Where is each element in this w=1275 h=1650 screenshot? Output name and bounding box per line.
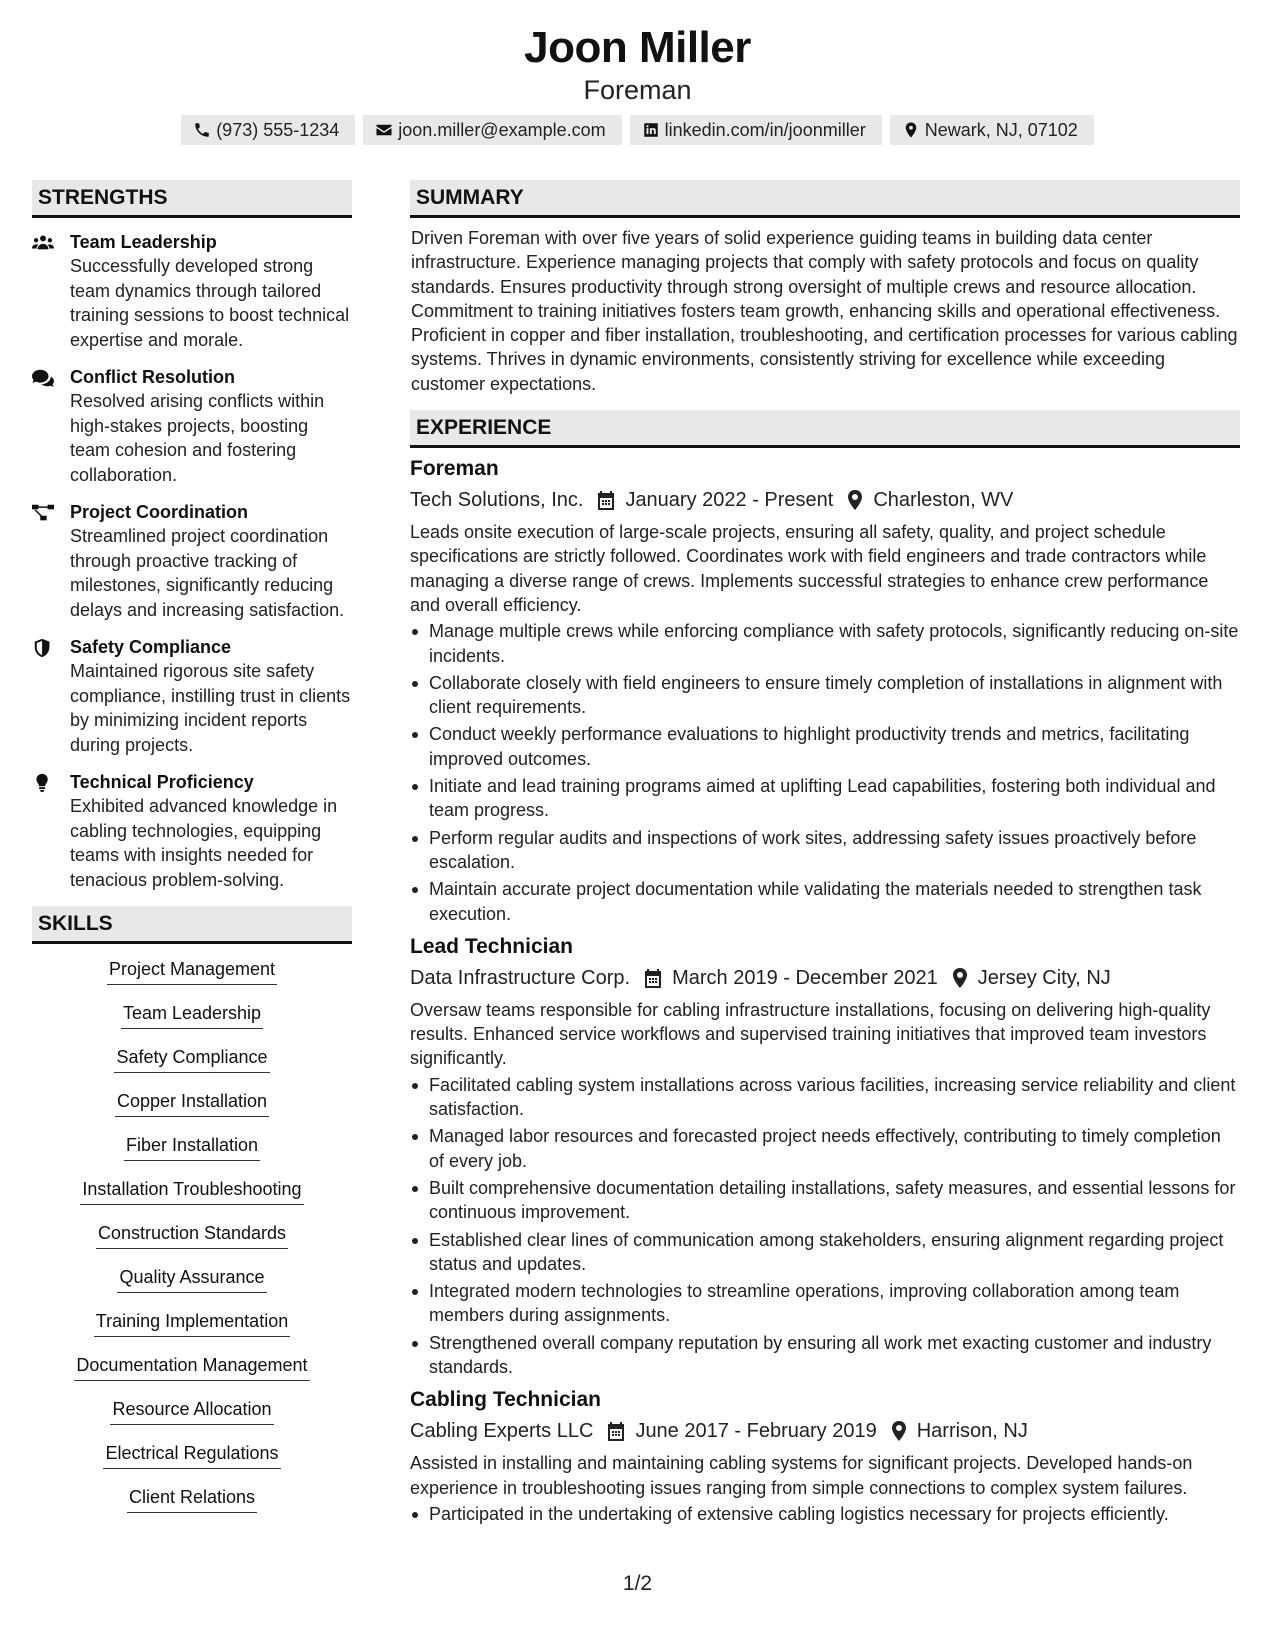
job-bullet: Perform regular audits and inspections of work sites, addressing safety issues proactively before escalation. xyxy=(410,826,1240,875)
strength-title: Safety Compliance xyxy=(70,637,232,657)
job-entry xyxy=(410,454,1240,926)
strengths-list xyxy=(32,230,352,892)
contact-phone xyxy=(181,115,355,145)
strength-title: Technical Proficiency xyxy=(70,772,254,792)
job-bullet: Managed labor resources and forecasted project needs effectively, contributing to timely completion of every job. xyxy=(410,1124,1240,1173)
skills-list xyxy=(32,958,352,1530)
job-title: Foreman xyxy=(410,457,499,481)
page-number: 1/2 xyxy=(622,1572,653,1595)
skill-item: Electrical Regulations xyxy=(103,1442,280,1469)
skill-item: Project Management xyxy=(107,958,277,985)
job-description: Leads onsite execution of large-scale projects, ensuring all safety, quality, and project schedule specifications are strictly followed. Coordinates work with field engineers and trade contractors while managing a diverse range of crews. Implements successful strategies to enhance crew performance and overall efficiency. xyxy=(410,522,1209,615)
map-pin-icon xyxy=(847,490,863,510)
email-text: joon.miller@example.com xyxy=(398,119,606,140)
job-title: Cabling Technician xyxy=(410,1388,601,1412)
calendar-icon xyxy=(644,968,662,988)
job-company: Cabling Experts LLC xyxy=(410,1420,594,1443)
job-company: Tech Solutions, Inc. xyxy=(410,489,584,512)
skill-item: Safety Compliance xyxy=(114,1046,269,1073)
job-bullet: Maintain accurate project documentation while validating the materials needed to strengthen task execution. xyxy=(410,877,1240,926)
calendar-icon xyxy=(607,1421,625,1441)
skill-item: Team Leadership xyxy=(121,1002,263,1029)
skill-item: Resource Allocation xyxy=(110,1398,273,1425)
strength-item xyxy=(32,365,352,487)
strength-title: Conflict Resolution xyxy=(70,367,235,387)
job-bullets xyxy=(410,1502,1240,1526)
phone-text: (973) 555-1234 xyxy=(216,119,340,140)
job-bullets xyxy=(410,1073,1240,1380)
candidate-title: Foreman xyxy=(583,75,692,105)
job-entry xyxy=(410,1385,1240,1526)
resume-header xyxy=(0,22,1275,145)
job-bullet: Facilitated cabling system installations across various facilities, increasing service reliability and client satisfaction. xyxy=(410,1073,1240,1122)
job-bullet: Initiate and lead training programs aimed at uplifting Lead capabilities, fostering both individual and team progress. xyxy=(410,774,1240,823)
strengths-heading: STRENGTHS xyxy=(32,180,352,218)
job-entry xyxy=(410,932,1240,1379)
job-bullet: Conduct weekly performance evaluations to highlight productivity trends and metrics, facilitating improved outcomes. xyxy=(410,722,1240,771)
skill-item: Construction Standards xyxy=(96,1222,288,1249)
strength-item xyxy=(32,500,352,622)
summary-text: Driven Foreman with over five years of solid experience guiding teams in building data center infrastructure. Experience managing projects that comply with safety protocols and focus on quality standards. Ensures productivity through strong oversight of multiple crews and resource allocation. Commitment to training initiatives fosters team growth, enhancing skills and operational effectiveness. Proficient in copper and fiber installation, troubleshooting, and certification processes for various cabling systems. Thrives in dynamic environments, consistently striving for excellence while exceeding customer expectations. xyxy=(411,228,1238,394)
strength-title: Team Leadership xyxy=(70,232,217,252)
users-icon xyxy=(32,233,54,253)
left-column xyxy=(32,180,352,1530)
job-meta xyxy=(410,963,1240,993)
skill-item: Documentation Management xyxy=(74,1354,309,1381)
phone-icon xyxy=(193,121,211,139)
strength-desc: Resolved arising conflicts within high-stakes projects, boosting team cohesion and fostering collaboration. xyxy=(70,391,325,485)
job-title: Lead Technician xyxy=(410,934,573,958)
skill-item: Training Implementation xyxy=(94,1310,290,1337)
job-bullet: Integrated modern technologies to streamline operations, improving collaboration among team members during assignments. xyxy=(410,1279,1240,1328)
contact-location xyxy=(890,115,1094,145)
right-column xyxy=(410,180,1240,1529)
strength-item xyxy=(32,770,352,892)
strength-desc: Successfully developed strong team dynamics through tailored training sessions to boost technical expertise and morale. xyxy=(70,256,350,350)
job-meta xyxy=(410,1416,1240,1446)
map-pin-icon xyxy=(891,1421,907,1441)
job-bullet: Built comprehensive documentation detailing installations, safety measures, and essential lessons for continuous improvement. xyxy=(410,1176,1240,1225)
location-text: Newark, NJ, 07102 xyxy=(924,119,1078,140)
job-company: Data Infrastructure Corp. xyxy=(410,966,631,989)
job-description: Oversaw teams responsible for cabling infrastructure installations, focusing on delivering high-quality results. Enhanced service workflows and supervised training initiatives that improved team investors significantly. xyxy=(410,999,1211,1069)
candidate-name: Joon Miller xyxy=(524,23,751,72)
summary-heading: SUMMARY xyxy=(410,180,1240,218)
job-dates: January 2022 - Present xyxy=(625,489,834,512)
strength-desc: Maintained rigorous site safety compliance, instilling trust in clients by minimizing incident reports during projects. xyxy=(70,661,351,755)
experience-heading: EXPERIENCE xyxy=(410,410,1240,448)
job-location: Harrison, NJ xyxy=(916,1420,1028,1443)
project-diagram-icon xyxy=(32,503,54,523)
strength-item xyxy=(32,635,352,757)
shield-icon xyxy=(32,638,54,658)
skill-item: Copper Installation xyxy=(115,1090,269,1117)
job-location: Charleston, WV xyxy=(873,489,1014,512)
comments-icon xyxy=(32,368,54,388)
job-description: Assisted in installing and maintaining cabling systems for significant projects. Developed hands-on experience in troubleshooting issues ranging from simple connections to complex system failures. xyxy=(410,1453,1193,1498)
strength-desc: Exhibited advanced knowledge in cabling technologies, equipping teams with insights needed for tenacious problem-solving. xyxy=(70,796,338,890)
strength-desc: Streamlined project coordination through proactive tracking of milestones, significantly reducing delays and increasing satisfaction. xyxy=(70,526,345,620)
job-bullet: Collaborate closely with field engineers to ensure timely completion of installations in alignment with client requirements. xyxy=(410,671,1240,720)
linkedin-icon xyxy=(642,121,660,139)
map-pin-icon xyxy=(952,968,968,988)
skill-item: Installation Troubleshooting xyxy=(80,1178,303,1205)
calendar-icon xyxy=(597,490,615,510)
job-dates: June 2017 - February 2019 xyxy=(635,1420,877,1443)
skill-item: Fiber Installation xyxy=(124,1134,260,1161)
map-pin-icon xyxy=(902,121,920,139)
job-bullet: Participated in the undertaking of extensive cabling logistics necessary for projects efficiently. xyxy=(410,1502,1240,1526)
contact-bar xyxy=(0,115,1275,145)
job-bullet: Strengthened overall company reputation by ensuring all work met exacting customer and industry standards. xyxy=(410,1331,1240,1380)
job-bullet: Established clear lines of communication among stakeholders, ensuring alignment regarding project status and updates. xyxy=(410,1228,1240,1277)
contact-linkedin[interactable] xyxy=(630,115,882,145)
job-meta xyxy=(410,485,1240,515)
lightbulb-icon xyxy=(32,773,54,793)
strength-item xyxy=(32,230,352,352)
skill-item: Quality Assurance xyxy=(117,1266,266,1293)
job-bullet: Manage multiple crews while enforcing compliance with safety protocols, significantly reducing on-site incidents. xyxy=(410,619,1240,668)
job-dates: March 2019 - December 2021 xyxy=(672,966,938,989)
job-bullets xyxy=(410,619,1240,926)
strength-title: Project Coordination xyxy=(70,502,249,522)
skills-heading: SKILLS xyxy=(32,906,352,944)
envelope-icon xyxy=(375,121,393,139)
skill-item: Client Relations xyxy=(127,1486,257,1513)
linkedin-text: linkedin.com/in/joonmiller xyxy=(664,119,866,140)
contact-email[interactable] xyxy=(363,115,621,145)
job-location: Jersey City, NJ xyxy=(977,966,1111,989)
